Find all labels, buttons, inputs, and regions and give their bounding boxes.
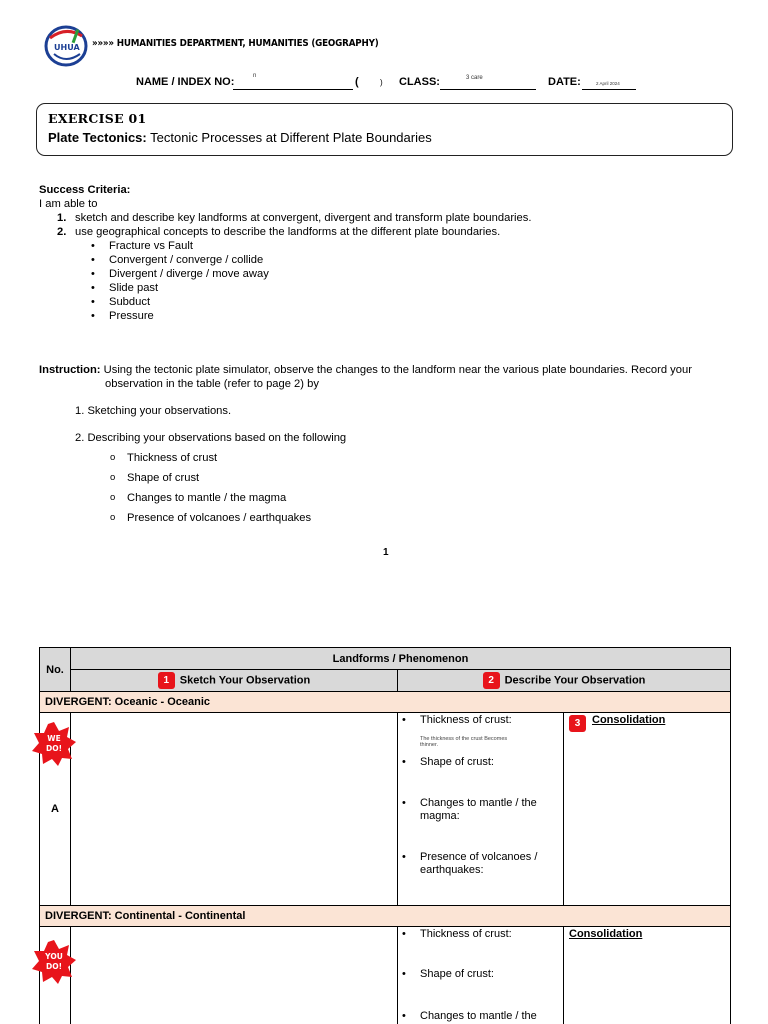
exercise-number: EXERCISE 01 xyxy=(48,111,147,126)
volcano-label xyxy=(420,851,537,877)
thickness-note: The thickness of the crust Becomes thinner. xyxy=(420,736,508,748)
mantle-label xyxy=(420,797,537,823)
criteria-num-2: 2. xyxy=(57,226,67,238)
consolidation-cell-a[interactable] xyxy=(564,713,731,906)
class-value: 3 care xyxy=(466,75,483,81)
volcano-label-line-2: earthquakes: xyxy=(420,864,484,876)
school-logo xyxy=(44,24,90,68)
describe-cell-a[interactable] xyxy=(398,713,564,906)
mantle-label-line-2: magma: xyxy=(420,810,460,822)
name-value: n xyxy=(253,73,257,79)
observation-table xyxy=(39,647,731,1024)
mantle-label: • Changes to mantle / the xyxy=(420,1010,537,1023)
criteria-sub-item: o Presence of volcanoes / earthquakes xyxy=(127,511,311,525)
describe-header-label: Describe Your Observation xyxy=(504,674,646,687)
instruction-text-1: Using the tectonic plate simulator, observe the changes to the landform near the various plate boundaries. Record your xyxy=(103,364,692,376)
describe-badge: 2 xyxy=(483,672,500,689)
success-intro: I am able to xyxy=(39,198,98,210)
exercise-title xyxy=(48,130,432,145)
sketch-cell-a[interactable] xyxy=(71,713,398,906)
shape-label: • Shape of crust: xyxy=(420,756,494,769)
instruction-label: Instruction: xyxy=(39,364,101,376)
logo-text: UHUA xyxy=(54,43,80,52)
sketch-badge: 1 xyxy=(158,672,175,689)
consolidation-badge: 3 xyxy=(569,715,586,732)
instruction-line-1 xyxy=(39,363,692,377)
concept-item: • Fracture vs Fault xyxy=(109,239,193,253)
index-paren-close: ) xyxy=(380,78,383,87)
class-label: CLASS: xyxy=(399,76,440,88)
page-number: 1 xyxy=(383,547,389,558)
criteria-num-1: 1. xyxy=(57,212,67,224)
sketch-header xyxy=(71,670,398,692)
index-paren-open: ( xyxy=(355,76,359,88)
concept-item: • Pressure xyxy=(109,309,154,323)
instruction-step-2: 2. Describing your observations based on the following xyxy=(75,432,347,444)
svg-text:DO!: DO! xyxy=(45,962,63,971)
row-letter-a: A xyxy=(40,713,71,906)
criteria-sub-item: o Changes to mantle / the magma xyxy=(127,491,286,505)
concept-item: • Subduct xyxy=(109,295,150,309)
sketch-header-label: Sketch Your Observation xyxy=(179,674,311,687)
date-value: 2 April 2024 xyxy=(596,81,620,86)
criteria-sub-item: o Thickness of crust xyxy=(127,451,217,465)
svg-text:WE: WE xyxy=(47,734,61,743)
we-do-sticker xyxy=(31,721,77,767)
class-field[interactable] xyxy=(440,78,536,90)
exercise-box xyxy=(36,103,733,156)
shape-label: • Shape of crust: xyxy=(420,968,494,981)
consolidation-cell-b[interactable] xyxy=(564,927,731,1024)
section-divergent-continental: DIVERGENT: Continental - Continental xyxy=(40,906,731,927)
svg-text:YOU: YOU xyxy=(45,952,63,961)
consolidation-label: Consolidation xyxy=(569,928,643,940)
name-row xyxy=(0,73,768,92)
concept-item: • Divergent / diverge / move away xyxy=(109,267,269,281)
instruction-step-1: 1. Sketching your observations. xyxy=(75,405,232,417)
name-field[interactable] xyxy=(233,78,353,90)
thickness-label: • Thickness of crust: xyxy=(420,928,512,941)
consolidation-label: Consolidation xyxy=(592,714,666,726)
sketch-cell-b[interactable] xyxy=(71,927,398,1024)
concept-item: • Slide past xyxy=(109,281,158,295)
no-header: No. xyxy=(40,648,71,692)
landforms-header: Landforms / Phenomenon xyxy=(71,648,731,670)
svg-text:DO!: DO! xyxy=(45,744,63,753)
criteria-sub-item: o Shape of crust xyxy=(127,471,199,485)
exercise-topic: Plate Tectonics: xyxy=(48,130,147,145)
department-heading: »»»» HUMANITIES DEPARTMENT, HUMANITIES (GEOGRAPHY) xyxy=(92,38,379,49)
describe-header xyxy=(398,670,731,692)
instruction-line-2: observation in the table (refer to page 2) by xyxy=(105,378,319,390)
exercise-subtitle: Tectonic Processes at Different Plate Boundaries xyxy=(150,130,432,145)
criteria-item-1: sketch and describe key landforms at convergent, divergent and transform plate boundaries. xyxy=(75,212,532,224)
criteria-item-2: use geographical concepts to describe the landforms at the different plate boundaries. xyxy=(75,226,501,238)
name-label: NAME / INDEX NO: xyxy=(136,76,235,88)
mantle-label-line-1: Changes to mantle / the xyxy=(420,797,537,809)
section-divergent-oceanic: DIVERGENT: Oceanic - Oceanic xyxy=(40,692,731,713)
you-do-sticker xyxy=(31,939,77,985)
concept-item: • Convergent / converge / collide xyxy=(109,253,263,267)
success-criteria-heading: Success Criteria: xyxy=(39,184,131,196)
thickness-label: • Thickness of crust: xyxy=(420,714,512,727)
describe-cell-b[interactable] xyxy=(398,927,564,1024)
date-label: DATE: xyxy=(548,76,581,88)
volcano-label-line-1: Presence of volcanoes / xyxy=(420,851,538,863)
